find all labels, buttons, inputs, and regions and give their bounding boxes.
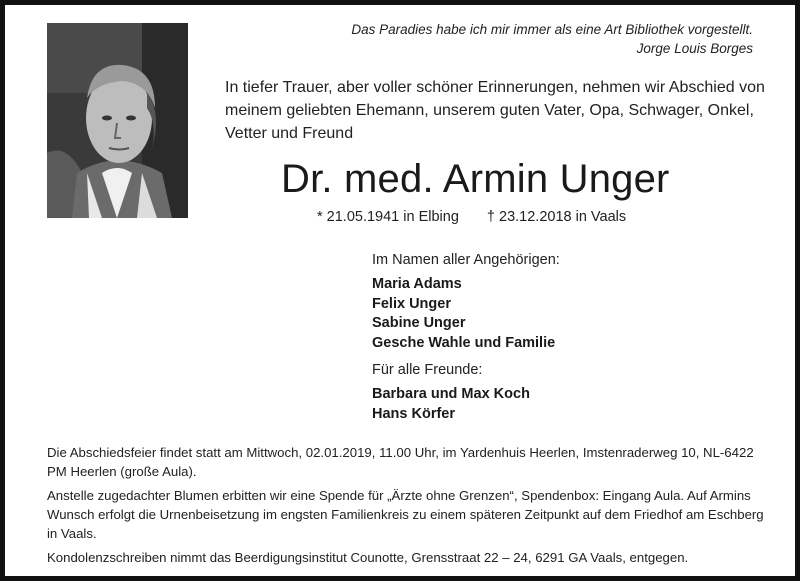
friends-names bbox=[372, 385, 530, 424]
ceremony-info: Die Abschiedsfeier findet statt am Mittwoch, 02.01.2019, 11.00 Uhr, im Yardenhuis Heerlen, Imstenraderweg 10, NL-6422 PM Heerlen (große Aula). bbox=[47, 445, 754, 479]
intro-text: In tiefer Trauer, aber voller schöner Erinnerungen, nehmen wir Abschied von meinem geliebten Ehemann, unserem guten Vater, Opa, Schwager, Onkel, Vetter und Freund bbox=[225, 79, 765, 142]
friends-label: Für alle Freunde: bbox=[372, 362, 483, 378]
epigraph-quote bbox=[351, 20, 753, 58]
family-member: Maria Adams bbox=[372, 276, 462, 292]
donation-info: Anstelle zugedachter Blumen erbitten wir eine Spende für „Ärzte ohne Grenzen“, Spendenbox: Eingang Aula. Auf Armins Wunsch erfolgt die Urnenbeisetzung im engsten Familienkreis zu einem späteren Zeitpunkt auf dem Friedhof am Eschberg in Vaals. bbox=[47, 488, 764, 541]
family-label: Im Namen aller Angehörigen: bbox=[372, 252, 560, 268]
family-member: Sabine Unger bbox=[372, 315, 466, 331]
friend-name: Hans Körfer bbox=[372, 405, 455, 422]
quote-text: Das Paradies habe ich mir immer als eine Art Bibliothek vorgestellt. bbox=[351, 22, 753, 37]
portrait-photo bbox=[47, 23, 188, 218]
condolences-info: Kondolenzschreiben nimmt das Beerdigungsinstitut Counotte, Grensstraat 22 – 24, 6291 GA Vaals, entgegen. bbox=[47, 550, 689, 565]
footer-info bbox=[47, 443, 767, 572]
family-member: Felix Unger bbox=[372, 295, 451, 312]
death-date: † 23.12.2018 in Vaals bbox=[486, 209, 627, 225]
birth-date: * 21.05.1941 in Elbing bbox=[317, 209, 459, 225]
quote-author: Jorge Louis Borges bbox=[636, 41, 753, 56]
family-member: Gesche Wahle und Familie bbox=[372, 334, 556, 351]
deceased-name: Dr. med. Armin Unger bbox=[281, 157, 670, 201]
life-dates bbox=[317, 207, 626, 227]
friend-name: Barbara und Max Koch bbox=[372, 386, 530, 402]
family-names bbox=[372, 275, 555, 353]
